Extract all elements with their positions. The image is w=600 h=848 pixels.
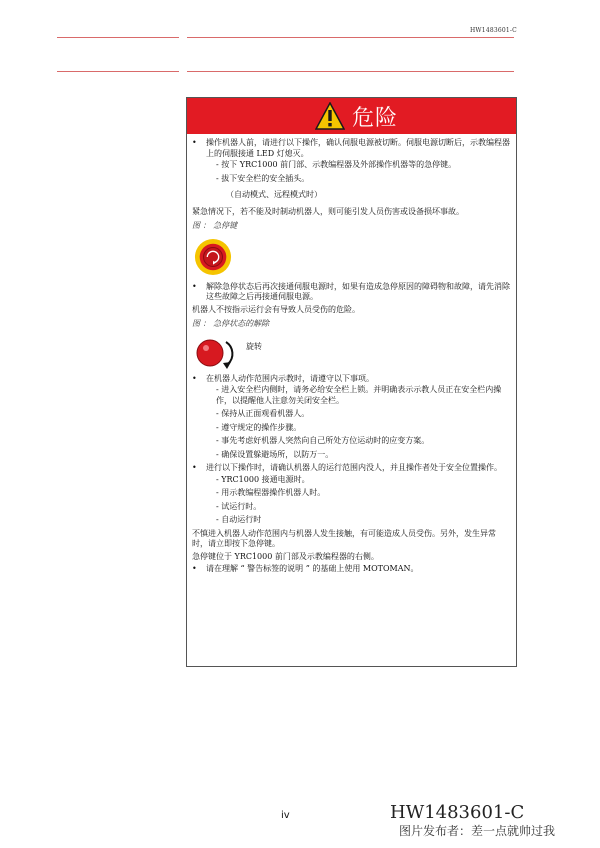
bullet-text: 请在理解 “ 警告标签的说明 ” 的基础上使用 MOTOMAN。 bbox=[206, 564, 419, 573]
bullet-dot-icon: • bbox=[192, 138, 197, 147]
emergency-stop-button-icon bbox=[194, 238, 232, 276]
estop-release-icon bbox=[194, 336, 244, 370]
header-rule-left-top bbox=[57, 37, 179, 38]
sub-item: - 用示教编程器操作机器人时。 bbox=[216, 488, 326, 497]
danger-title: 危险 bbox=[352, 106, 399, 131]
header-rule-left-bottom bbox=[57, 71, 179, 72]
release-label: 旋转 bbox=[246, 341, 262, 351]
paragraph: 机器人不按指示运行会有导致人员受伤的危险。 bbox=[192, 304, 360, 314]
mode-note: （自动模式、远程模式时） bbox=[226, 190, 322, 199]
page-number: iv bbox=[281, 810, 290, 821]
bullet-text: 解除急停状态后再次接通伺服电源时，如果有造成急停原因的障碍物和故障，请先消除这些故障之后再接通伺服电源。 bbox=[206, 281, 510, 301]
figure-caption: 图 ： 急停状态的解除 bbox=[192, 319, 270, 328]
figure-caption: 图 ： 急停键 bbox=[192, 221, 238, 230]
danger-content bbox=[192, 138, 510, 576]
emergency-stop-figure bbox=[192, 238, 510, 276]
paragraph: 急停键位于 YRC1000 前门部及示教编程器的右侧。 bbox=[192, 551, 379, 561]
sub-item: - 确保设置躲避场所，以防万一。 bbox=[216, 449, 334, 459]
bullet-text: 进行以下操作时，请确认机器人的运行范围内没人，并且操作者处于安全位置操作。 bbox=[206, 463, 502, 472]
sub-item: - 自动运行时 bbox=[216, 515, 262, 524]
paragraph: 不慎进入机器人动作范围内与机器人发生接触，有可能造成人员受伤。另外，发生异常时，请立即按下急停键。 bbox=[192, 528, 496, 548]
bullet-text: 在机器人动作范围内示教时，请遵守以下事项。 bbox=[206, 373, 374, 383]
paragraph: 紧急情况下，若不能及时制动机器人，则可能引发人员伤害或设备损坏事故。 bbox=[192, 206, 464, 216]
bullet-dot-icon: • bbox=[192, 564, 197, 573]
estop-release-figure bbox=[194, 336, 510, 370]
sub-item: - YRC1000 接通电源时。 bbox=[216, 474, 310, 484]
danger-header bbox=[187, 98, 516, 134]
sub-item: - 事先考虑好机器人突然向自己所处方位运动时的应变方案。 bbox=[216, 436, 430, 445]
sub-item: - 按下 YRC1000 前门部、示教编程器及外部操作机器等的急停键。 bbox=[216, 160, 457, 169]
header-rule-right-bottom bbox=[187, 71, 514, 72]
danger-box bbox=[186, 97, 517, 667]
publisher-watermark: 图片发布者：差一点就帅过我 bbox=[399, 824, 556, 838]
bullet-dot-icon: • bbox=[192, 281, 197, 291]
bullet-item bbox=[192, 564, 510, 575]
sub-item: - 拔下安全栏的安全插头。 bbox=[216, 173, 310, 183]
header-doc-code: HW1483601-C bbox=[470, 27, 517, 34]
bullet-dot-icon: • bbox=[192, 373, 197, 383]
footer-doc-code: HW1483601-C bbox=[390, 802, 525, 823]
header-rule-right-top bbox=[187, 37, 514, 38]
bullet-item bbox=[192, 282, 510, 303]
bullet-item bbox=[192, 138, 510, 159]
bullet-item bbox=[192, 463, 510, 474]
bullet-text: 操作机器人前，请进行以下操作，确认伺服电源被切断。伺服电源切断后，示教编程器上的伺服接通 LED 灯熄灭。 bbox=[206, 138, 510, 158]
bullet-dot-icon: • bbox=[192, 463, 197, 472]
bullet-item bbox=[192, 374, 510, 385]
warning-triangle-icon bbox=[315, 102, 345, 130]
sub-item: - 试运行时。 bbox=[216, 501, 262, 511]
sub-item: - 进入安全栏内侧时，请务必给安全栏上锁。并明确表示示教人员正在安全栏内操作，以提醒他人注意勿关闭安全栏。 bbox=[216, 385, 502, 405]
sub-item: - 保持从正面观看机器人。 bbox=[216, 409, 310, 418]
sub-item: - 遵守规定的操作步骤。 bbox=[216, 422, 302, 432]
